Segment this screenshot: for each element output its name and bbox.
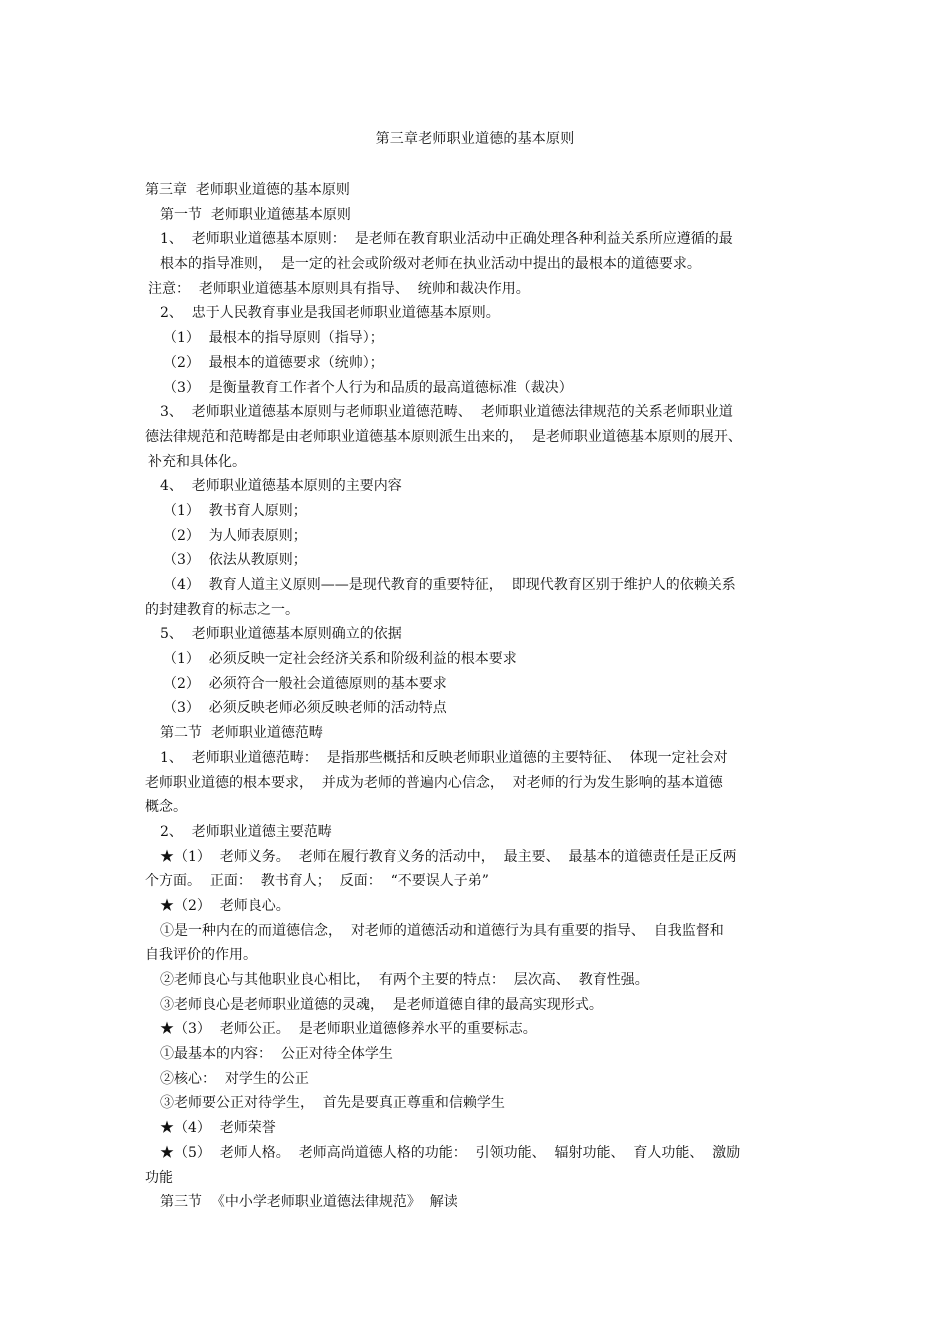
list-item: （2） 必须符合一般社会道德原则的基本要求 bbox=[163, 675, 447, 692]
list-item: （3） 依法从教原则； bbox=[163, 552, 307, 569]
section-heading: 第二节 老师职业道德范畴 bbox=[160, 725, 323, 742]
paragraph-line: 老师职业道德的根本要求， 并成为老师的普遍内心信念， 对老师的行为发生影响的基本道德 bbox=[145, 774, 723, 791]
list-item: （2） 为人师表原则； bbox=[163, 527, 307, 544]
section-heading: 第三节 《中小学老师职业道德法律规范》 解读 bbox=[160, 1194, 458, 1211]
paragraph-line: 5、 老师职业道德基本原则确立的依据 bbox=[160, 626, 402, 643]
list-item: ★（5） 老师人格。 老师高尚道德人格的功能： 引领功能、 辐射功能、 育人功能、 激励 bbox=[160, 1144, 741, 1161]
paragraph-line: 1、 老师职业道德基本原则： 是老师在教育职业活动中正确处理各种利益关系所应遵循的最 bbox=[160, 231, 733, 248]
list-item: ★（2） 老师良心。 bbox=[160, 897, 290, 914]
list-item: ①是一种内在的而道德信念， 对老师的道德活动和道德行为具有重要的指导、 自我监督和 bbox=[160, 922, 724, 939]
list-item: （3） 是衡量教育工作者个人行为和品质的最高道德标准（裁决） bbox=[163, 379, 573, 396]
list-item: ①最基本的内容： 公正对待全体学生 bbox=[160, 1046, 393, 1063]
list-item: （1） 最根本的指导原则（指导）； bbox=[163, 330, 384, 347]
list-item: （2） 最根本的道德要求（统帅）； bbox=[163, 354, 384, 371]
section-heading: 第一节 老师职业道德基本原则 bbox=[160, 206, 351, 223]
list-item: （1） 必须反映一定社会经济关系和阶级利益的根本要求 bbox=[163, 651, 517, 668]
list-item: （1） 教书育人原则； bbox=[163, 502, 307, 519]
list-item: （4） 教育人道主义原则——是现代教育的重要特征， 即现代教育区别于维护人的依赖关系 bbox=[163, 577, 736, 593]
paragraph-line: 1、 老师职业道德范畴： 是指那些概括和反映老师职业道德的主要特征、 体现一定社会对 bbox=[160, 749, 728, 766]
chapter-heading: 第三章 老师职业道德的基本原则 bbox=[145, 182, 350, 198]
paragraph-line: 2、 忠于人民教育事业是我国老师职业道德基本原则。 bbox=[160, 305, 500, 322]
paragraph-line: 4、 老师职业道德基本原则的主要内容 bbox=[160, 478, 402, 495]
paragraph-line: 补充和具体化。 bbox=[148, 453, 246, 470]
list-item: ★（4） 老师荣誉 bbox=[160, 1120, 276, 1137]
list-item: ③老师要公正对待学生， 首先是要真正尊重和信赖学生 bbox=[160, 1095, 505, 1112]
paragraph-line: 2、 老师职业道德主要范畴 bbox=[160, 823, 332, 840]
paragraph-line: 根本的指导准则， 是一定的社会或阶级对老师在执业活动中提出的最根本的道德要求。 bbox=[160, 256, 701, 273]
paragraph-line: 功能 bbox=[145, 1169, 173, 1186]
paragraph-line: 3、 老师职业道德基本原则与老师职业道德范畴、 老师职业道德法律规范的关系老师职业道 bbox=[160, 404, 733, 421]
note-line: 注意： 老师职业道德基本原则具有指导、 统帅和裁决作用。 bbox=[148, 280, 530, 297]
paragraph-line: 个方面。 正面： 教书育人； 反面： “不要误人子弟” bbox=[145, 873, 489, 890]
page-title: 第三章老师职业道德的基本原则 bbox=[375, 131, 575, 147]
document-body bbox=[145, 178, 825, 1215]
list-item: ③老师良心是老师职业道德的灵魂， 是老师道德自律的最高实现形式。 bbox=[160, 996, 603, 1013]
paragraph-line: 概念。 bbox=[145, 799, 187, 816]
list-item: （3） 必须反映老师必须反映老师的活动特点 bbox=[163, 700, 447, 717]
list-item: ②核心： 对学生的公正 bbox=[160, 1070, 309, 1087]
paragraph-line: 德法律规范和范畴都是由老师职业道德基本原则派生出来的， 是老师职业道德基本原则的展开、 bbox=[145, 428, 742, 445]
list-item: ★（3） 老师公正。 是老师职业道德修养水平的重要标志。 bbox=[160, 1021, 537, 1038]
paragraph-line: 自我评价的作用。 bbox=[145, 947, 257, 964]
list-item: ②老师良心与其他职业良心相比， 有两个主要的特点： 层次高、 教育性强。 bbox=[160, 972, 649, 988]
paragraph-line: 的封建教育的标志之一。 bbox=[145, 601, 299, 618]
list-item: ★（1） 老师义务。 老师在履行教育义务的活动中， 最主要、 最基本的道德责任是正反两 bbox=[160, 848, 737, 865]
